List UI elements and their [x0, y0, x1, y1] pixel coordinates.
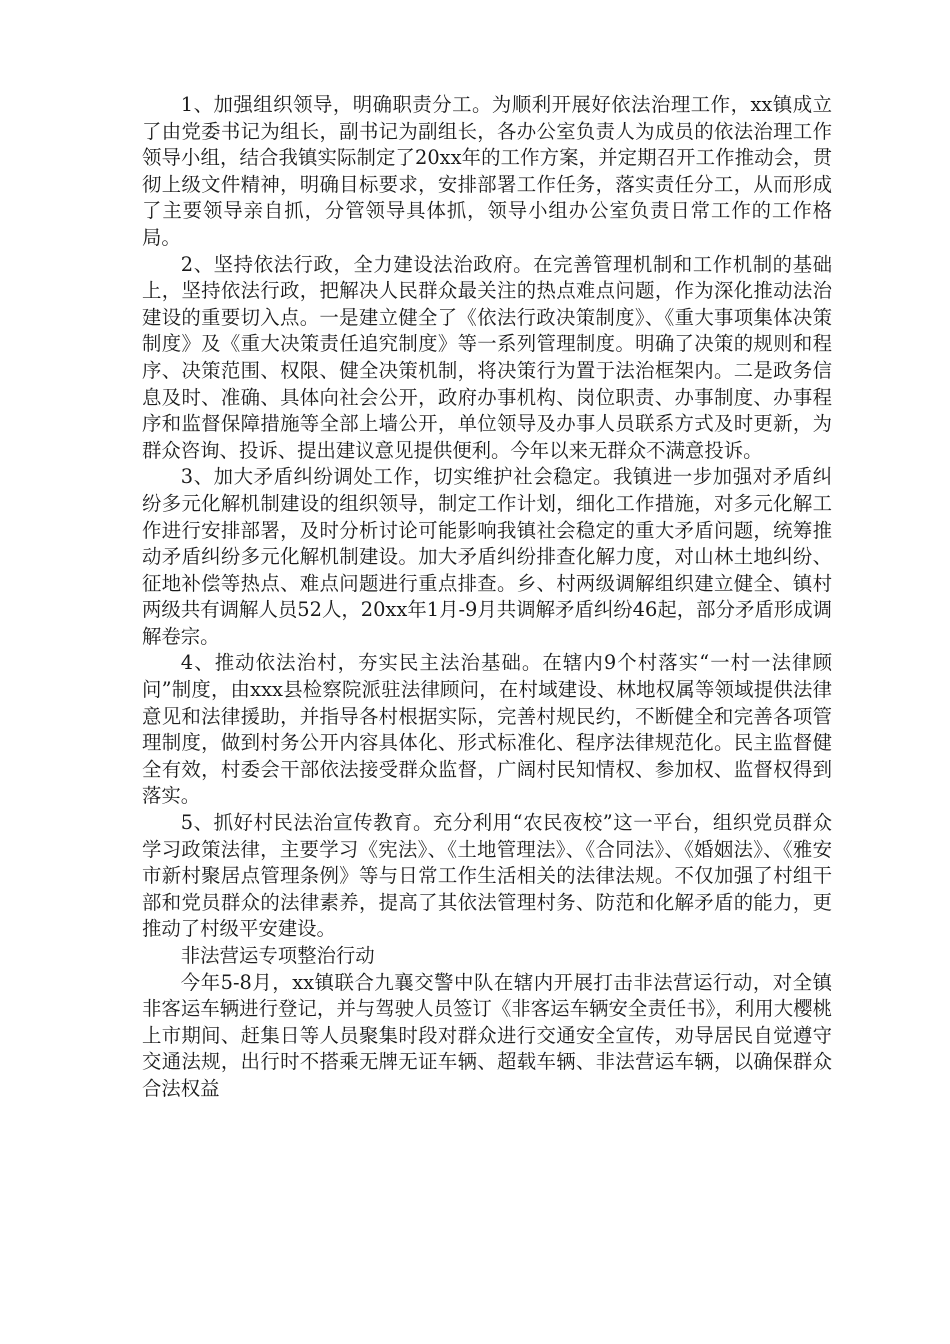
- paragraph-lawful-administration: 2、坚持依法行政，全力建设法治政府。在完善管理机制和工作机制的基础上，坚持依法行政，把解决人民群众最关注的热点难点问题，作为深化推动法治建设的重要切入点。一是建立健全了《依法行政决策制度》、《重大事项集体决策制度》及《重大决策责任追究制度》等一系列管理制度。明确了决策的规则和程序、决策范围、权限、健全决策机制，将决策行为置于法治框架内。二是政务信息及时、准确、具体向社会公开，政府办事机构、岗位职责、办事制度、办事程序和监督保障措施等全部上墙公开，单位领导及办事人员联系方式及时更新，为群众咨询、投诉、提出建议意见提供便利。今年以来无群众不满意投诉。: [142, 252, 832, 462]
- paragraph-village-governance: 4、推动依法治村，夯实民主法治基础。在辖内9个村落实“一村一法律顾问”制度，由xxx县检察院派驻法律顾问，在村域建设、林地权属等领域提供法律意见和法律援助，并指导各村根据实际，完善村规民约，不断健全和完善各项管理制度，做到村务公开内容具体化、形式标准化、程序法律规范化。民主监督健全有效，村委会干部依法接受群众监督，广阔村民知情权、参加权、监督权得到落实。: [142, 651, 832, 808]
- paragraph-legal-education: 5、抓好村民法治宣传教育。充分利用“农民夜校”这一平台，组织党员群众学习政策法律，主要学习《宪法》、《土地管理法》、《合同法》、《婚姻法》、《雅安市新村聚居点管理条例》等与日常工作生活相关的法律法规。不仅加强了村组干部和党员群众的法律素养，提高了其依法管理村务、防范和化解矛盾的能力，更推动了村级平安建设。: [142, 811, 832, 941]
- section-heading: 非法营运专项整治行动: [180, 944, 375, 967]
- document-body: [142, 92, 832, 1103]
- paragraph-dispute-mediation: 3、加大矛盾纠纷调处工作，切实维护社会稳定。我镇进一步加强对矛盾纠纷多元化解机制建设的组织领导，制定工作计划，细化工作措施，对多元化解工作进行安排部署，及时分析讨论可能影响我镇社会稳定的重大矛盾问题，统筹推动矛盾纠纷多元化解机制建设。加大矛盾纠纷排查化解力度，对山林土地纠纷、征地补偿等热点、难点问题进行重点排查。乡、村两级调解组织建立健全、镇村两级共有调解人员52人，20xx年1月-9月共调解矛盾纠纷46起，部分矛盾形成调解卷宗。: [142, 465, 832, 648]
- paragraph-illegal-transport: 今年5-8月，xx镇联合九襄交警中队在辖内开展打击非法营运行动，对全镇非客运车辆进行登记，并与驾驶人员签订《非客运车辆安全责任书》，利用大樱桃上市期间、赶集日等人员聚集时段对群众进行交通安全宣传，劝导居民自觉遵守交通法规，出行时不搭乘无牌无证车辆、超载车辆、非法营运车辆，以确保群众合法权益: [142, 970, 832, 1100]
- paragraph-organization-leadership: 1、加强组织领导，明确职责分工。为顺利开展好依法治理工作，xx镇成立了由党委书记为组长，副书记为副组长，各办公室负责人为成员的依法治理工作领导小组，结合我镇实际制定了20xx年的工作方案，并定期召开工作推动会，贯彻上级文件精神，明确目标要求，安排部署工作任务，落实责任分工，从而形成了主要领导亲自抓，分管领导具体抓，领导小组办公室负责日常工作的工作格局。: [142, 93, 832, 249]
